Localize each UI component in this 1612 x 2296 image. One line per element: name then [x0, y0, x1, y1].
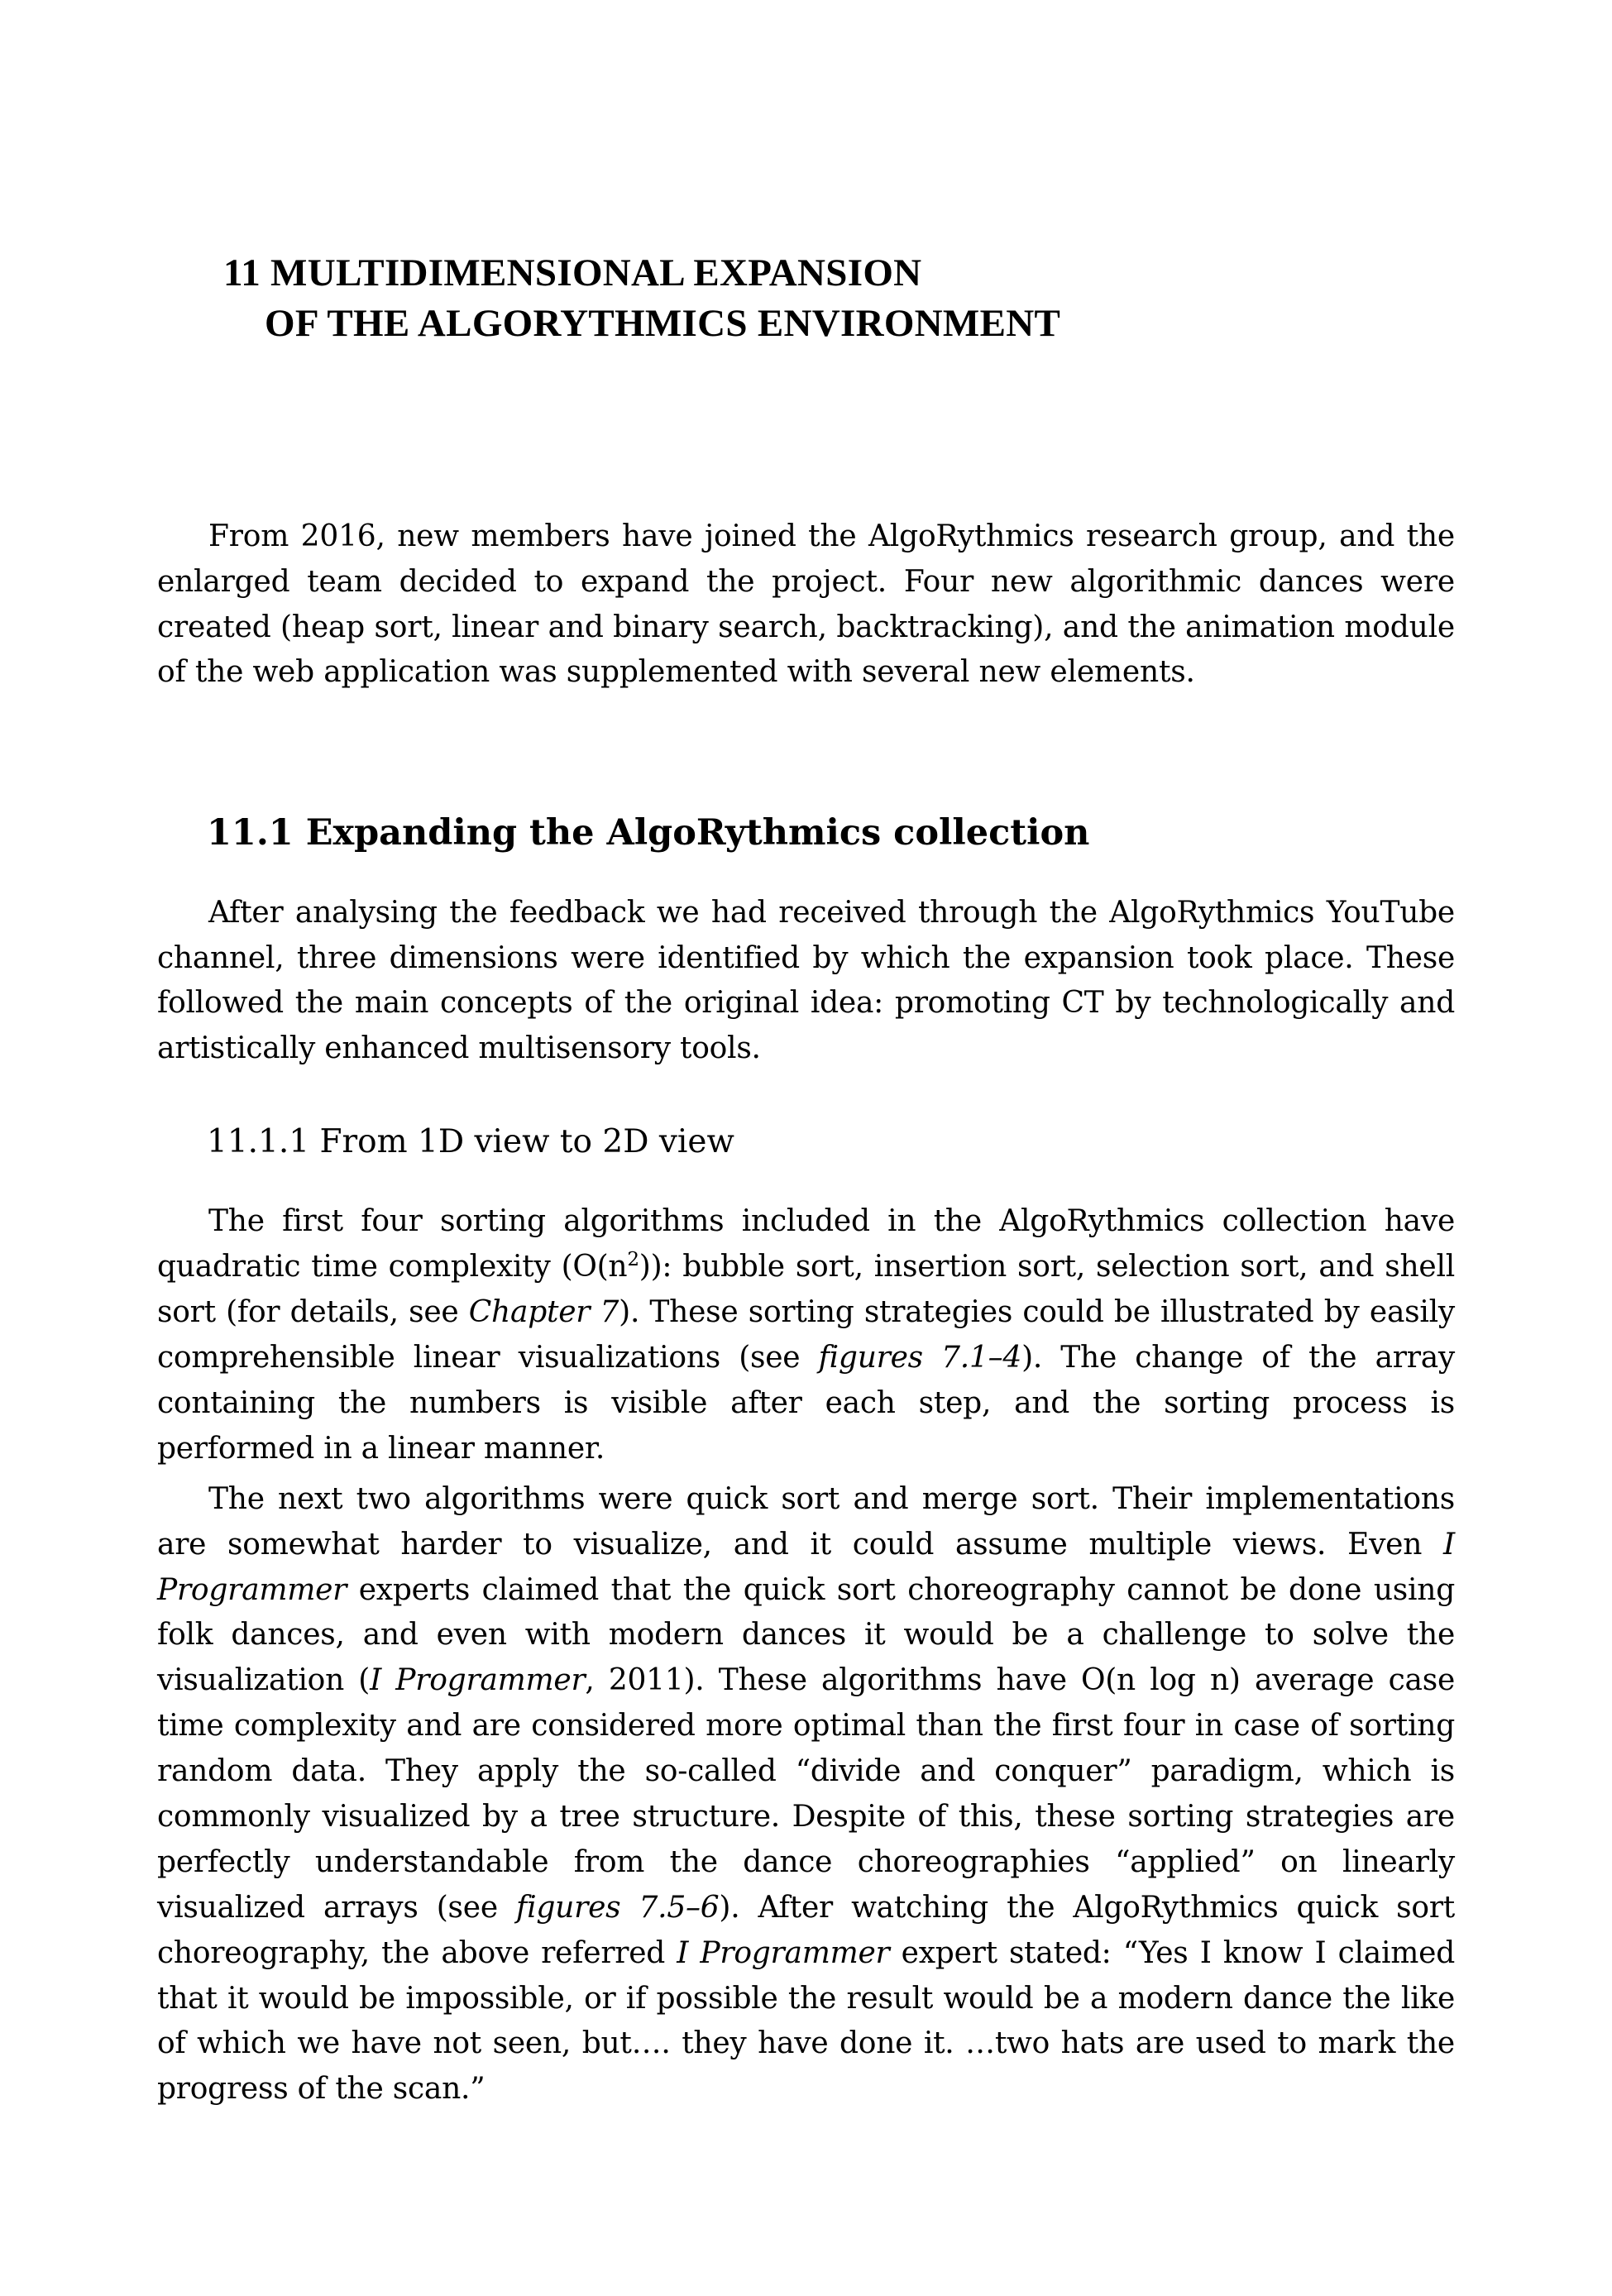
chapter-title [157, 248, 1455, 349]
section-heading-11-1: 11.1 Expanding the AlgoRythmics collection [207, 812, 1090, 854]
chapter-intro-paragraph: From 2016, new members have joined the AlgoRythmics research group, and the enlarged team decided to expand the project. Four new algorithmic dances were created (heap sort, linear and binary search, backtracking), and the animation module of the web application was supplemented with several new elements. [157, 519, 1455, 690]
chapter-title-line-2: OF THE ALGORYTHMICS ENVIRONMENT [265, 302, 1061, 346]
subsection-heading-11-1-1: 11.1.1 From 1D view to 2D view [207, 1122, 734, 1160]
subsection-paragraph-2: The next two algorithms were quick sort and merge sort. Their implementations are somewhat harder to visualize, and it could assume multiple views. Even I Programmer experts claimed that the quick sort choreography cannot be done using folk dances, and even with modern dances it would be a challenge to solve the visualization (I Programmer, 2011). These algorithms have O(n log n) average case time complexity and are considered more optimal than the first four in case of sorting random data. They apply the so-called “divide and conquer” paradigm, which is commonly visualized by a tree structure. Despite of this, these sorting strategies are perfectly understandable from the dance choreographies “applied” on linearly visualized arrays (see figures 7.5–6). After watching the AlgoRythmics quick sort choreography, the above referred I Programmer expert stated: “Yes I know I claimed that it would be impossible, or if possible the result would be a modern dance the like of which we have not seen, but…. they have done it. …two hats are used to mark the progress of the scan.” [157, 1481, 1456, 2107]
chapter-title-line-1: 11 MULTIDIMENSIONAL EXPANSION [223, 251, 922, 294]
subsection-paragraph-1: The first four sorting algorithms included in the AlgoRythmics collection have quadratic time complexity $(O(n^2))$: bubble sort, insertion sort, selection sort, and shell sort (for details, see Chapter 7). These sorting strategies could be illustrated by easily comprehensible linear visualizations (see figures 7.1–4). The change of the array containing the numbers is visible after each step, and the sorting process is performed in a linear manner. [157, 1204, 1455, 1466]
section-paragraph-11-1: After analysing the feedback we had received through the AlgoRythmics YouTube channel, three dimensions were identified by which the expansion took place. These followed the main concepts of the original idea: promoting CT by technologically and artistically enhanced multisensory tools. [157, 895, 1455, 1065]
